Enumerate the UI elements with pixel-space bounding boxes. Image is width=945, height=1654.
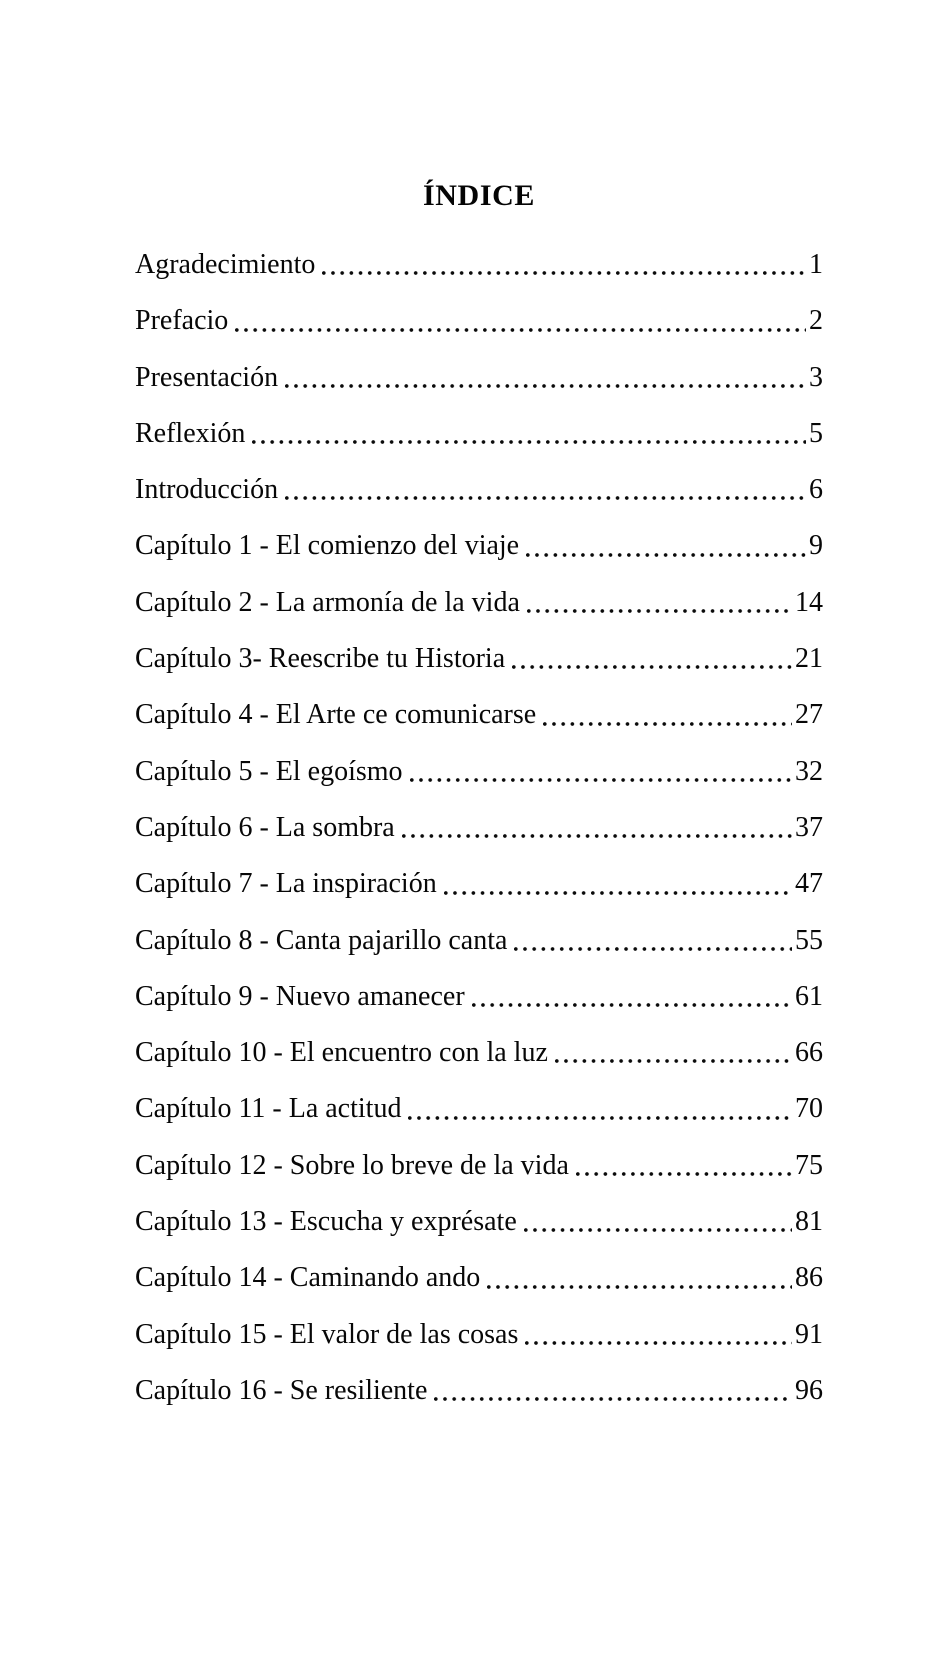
leader-dots	[444, 891, 792, 895]
leader-dots	[543, 722, 792, 726]
toc-entry-label: Prefacio	[135, 305, 229, 337]
toc-entry-page: 86	[795, 1262, 823, 1294]
toc-entry	[135, 1250, 823, 1306]
leader-dots	[555, 1059, 792, 1063]
toc-entry	[135, 462, 823, 518]
page-title: ÍNDICE	[423, 179, 535, 212]
leader-dots	[514, 947, 792, 951]
toc-entry	[135, 1194, 823, 1250]
toc-entry-page: 5	[809, 417, 823, 449]
toc-entry-page: 2	[809, 305, 823, 337]
toc-entry	[135, 969, 823, 1025]
toc-entry-label: Capítulo 3- Reescribe tu Historia	[135, 643, 506, 675]
toc-entry-page: 70	[795, 1093, 823, 1125]
toc-list	[135, 237, 823, 1419]
toc-entry-label: Reflexión	[135, 417, 246, 449]
leader-dots	[526, 553, 806, 557]
leader-dots	[402, 834, 792, 838]
toc-entry-label: Capítulo 5 - El egoísmo	[135, 755, 403, 787]
leader-dots	[408, 1116, 792, 1120]
toc-entry	[135, 1025, 823, 1081]
toc-entry-label: Capítulo 4 - El Arte ce comunicarse	[135, 699, 537, 731]
toc-entry-label: Capítulo 8 - Canta pajarillo canta	[135, 924, 508, 956]
toc-entry-page: 1	[809, 249, 823, 280]
toc-entry-page: 37	[795, 811, 823, 843]
toc-entry-page: 27	[795, 699, 823, 731]
toc-entry-label: Introducción	[135, 474, 279, 506]
leader-dots	[285, 384, 806, 388]
toc-entry-label: Capítulo 14 - Caminando ando	[135, 1262, 481, 1294]
toc-entry-page: 75	[795, 1149, 823, 1181]
toc-content	[135, 0, 823, 1419]
toc-entry-page: 14	[795, 586, 823, 618]
toc-entry-label: Capítulo 9 - Nuevo amanecer	[135, 980, 465, 1012]
toc-entry	[135, 631, 823, 687]
toc-entry	[135, 293, 823, 349]
toc-entry	[135, 1307, 823, 1363]
leader-dots	[472, 1003, 792, 1007]
leader-dots	[487, 1285, 792, 1289]
toc-entry-page: 55	[795, 924, 823, 956]
leader-dots	[525, 1341, 792, 1345]
toc-entry-page: 61	[795, 980, 823, 1012]
toc-entry-page: 96	[795, 1374, 823, 1406]
toc-entry-page: 47	[795, 868, 823, 900]
toc-entry	[135, 800, 823, 856]
toc-entry-page: 3	[809, 361, 823, 393]
leader-dots	[322, 271, 806, 275]
toc-entry-label: Presentación	[135, 361, 279, 393]
toc-entry-page: 21	[795, 643, 823, 675]
leader-dots	[527, 609, 792, 613]
toc-entry-label: Capítulo 7 - La inspiración	[135, 868, 437, 900]
toc-entry	[135, 913, 823, 969]
toc-entry-page: 66	[795, 1037, 823, 1069]
toc-entry	[135, 856, 823, 912]
leader-dots	[524, 1228, 792, 1232]
toc-entry	[135, 1081, 823, 1137]
toc-entry-label: Capítulo 2 - La armonía de la vida	[135, 586, 520, 618]
toc-entry-page: 6	[809, 474, 823, 506]
leader-dots	[285, 496, 806, 500]
toc-entry-page: 9	[809, 530, 823, 562]
toc-entry	[135, 237, 823, 293]
leader-dots	[512, 665, 792, 669]
toc-entry-page: 81	[795, 1206, 823, 1238]
toc-entry	[135, 744, 823, 800]
toc-entry	[135, 1363, 823, 1419]
toc-entry-label: Capítulo 6 - La sombra	[135, 811, 395, 843]
toc-entry	[135, 518, 823, 574]
toc-entry-label: Capítulo 12 - Sobre lo breve de la vida	[135, 1149, 569, 1181]
toc-entry-label: Capítulo 15 - El valor de las cosas	[135, 1318, 519, 1350]
toc-entry-page: 32	[795, 755, 823, 787]
toc-entry	[135, 350, 823, 406]
leader-dots	[434, 1397, 792, 1401]
toc-entry	[135, 1138, 823, 1194]
toc-entry-label: Agradecimiento	[135, 249, 316, 280]
toc-entry	[135, 406, 823, 462]
toc-entry	[135, 687, 823, 743]
toc-entry-page: 91	[795, 1318, 823, 1350]
leader-dots	[576, 1172, 792, 1176]
toc-entry-label: Capítulo 11 - La actitud	[135, 1093, 402, 1125]
toc-entry-label: Capítulo 13 - Escucha y exprésate	[135, 1206, 517, 1238]
leader-dots	[252, 440, 806, 444]
toc-entry-label: Capítulo 16 - Se resiliente	[135, 1374, 428, 1406]
leader-dots	[235, 328, 806, 332]
toc-entry	[135, 575, 823, 631]
toc-entry-label: Capítulo 1 - El comienzo del viaje	[135, 530, 520, 562]
toc-entry-label: Capítulo 10 - El encuentro con la luz	[135, 1037, 548, 1069]
leader-dots	[410, 778, 792, 782]
